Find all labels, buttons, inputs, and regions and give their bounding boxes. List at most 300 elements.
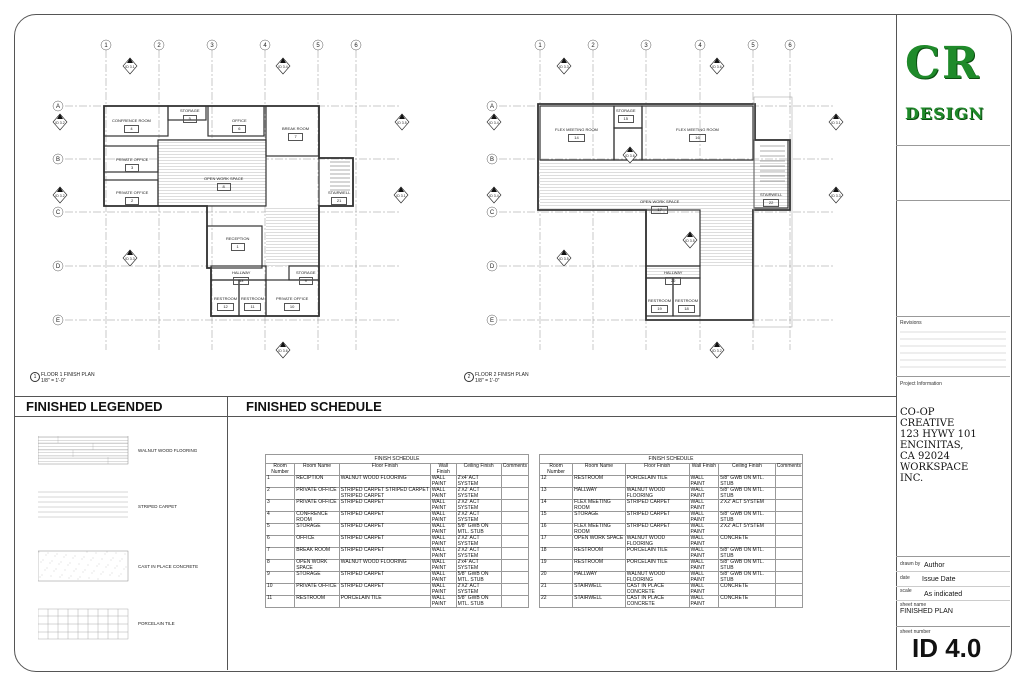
table-cell: 14 bbox=[540, 500, 573, 512]
table-cell bbox=[501, 584, 528, 596]
table-cell bbox=[501, 476, 528, 488]
schedule-title: FINISHED SCHEDULE bbox=[246, 399, 382, 414]
table-row bbox=[540, 596, 803, 608]
table-row bbox=[266, 512, 529, 524]
concrete-speck bbox=[106, 567, 107, 568]
grid-column-label: 3 bbox=[210, 43, 214, 49]
table-cell: CAST IN PLACE CONCRETE bbox=[625, 584, 689, 596]
room-number: 16 bbox=[689, 134, 705, 142]
legend-label-walnut: WALNUT WOOD FLOORING bbox=[138, 448, 198, 453]
table-cell bbox=[501, 536, 528, 548]
room-number: 13 bbox=[233, 277, 249, 285]
room-name: OFFICE bbox=[232, 118, 247, 123]
table-cell: STRIPED CARPET bbox=[339, 548, 430, 560]
concrete-speck bbox=[61, 562, 62, 563]
table-cell: WALNUT WOOD FLOORING bbox=[625, 572, 689, 584]
table-cell: STAIRWELL bbox=[573, 584, 626, 596]
table-cell: 2'X2' ACT SYSTEM bbox=[456, 536, 501, 548]
table-cell: WALL PAINT bbox=[430, 572, 456, 584]
plan-1-number: 1 bbox=[30, 372, 40, 382]
concrete-speck bbox=[116, 553, 117, 554]
table-cell: 5/8" GWB ON MTL. STUB bbox=[719, 572, 776, 584]
table-cell: STAIRWELL bbox=[573, 596, 626, 608]
table-cell bbox=[501, 596, 528, 608]
table-cell: STRIPED CARPET STRIPED CARPET STRIPED CARPET bbox=[340, 487, 429, 499]
table-cell: 5/8" GWB ON MTL. STUB bbox=[456, 572, 501, 584]
concrete-speck bbox=[115, 568, 116, 569]
table-cell: 2'X2' ACT SYSTEM bbox=[719, 500, 776, 512]
section-divider bbox=[14, 396, 896, 397]
table-header: Comments bbox=[775, 464, 802, 476]
grid-column-label: 6 bbox=[788, 43, 792, 49]
table-cell: 21 bbox=[540, 584, 573, 596]
table-cell: RESTROOM bbox=[573, 548, 626, 560]
table-cell bbox=[775, 500, 802, 512]
table-row bbox=[266, 572, 529, 584]
table-cell: 4 bbox=[266, 512, 295, 524]
concrete-speck bbox=[70, 563, 71, 564]
table-cell: WALL PAINT bbox=[430, 476, 456, 488]
floor-hatch bbox=[266, 206, 319, 266]
table-header: Wall Finish bbox=[689, 464, 719, 476]
grid-row-label: A bbox=[55, 104, 61, 110]
concrete-speck bbox=[57, 554, 58, 555]
grid-column-label: 4 bbox=[698, 43, 702, 49]
table-cell: FLEX MEETING ROOM bbox=[573, 500, 626, 512]
room-tag bbox=[555, 127, 598, 142]
table-cell bbox=[775, 512, 802, 524]
elevation-tag-label: ID 3.6 bbox=[278, 349, 288, 353]
table-cell: STRIPED CARPET bbox=[339, 572, 430, 584]
grid-column-label: 5 bbox=[751, 43, 755, 49]
room-name: FLEX MEETING ROOM bbox=[555, 127, 598, 132]
room-tag bbox=[616, 108, 636, 123]
table-cell: WALL PAINT bbox=[689, 548, 719, 560]
tb-line bbox=[896, 586, 1010, 587]
grid-column-label: 1 bbox=[538, 43, 542, 49]
room-number: 21 bbox=[331, 197, 347, 205]
concrete-speck bbox=[96, 553, 97, 554]
concrete-speck bbox=[85, 570, 86, 571]
table-cell: 5/8" GWB ON MTL. STUB bbox=[719, 560, 776, 572]
room-number: 8 bbox=[217, 183, 231, 191]
concrete-speck bbox=[65, 570, 66, 571]
table-cell: WALL PAINT bbox=[430, 524, 456, 536]
concrete-speck bbox=[50, 563, 51, 564]
room-tag bbox=[276, 296, 308, 311]
grid-column-label: 3 bbox=[644, 43, 648, 49]
sheet-number-label: sheet number bbox=[900, 629, 931, 635]
concrete-speck bbox=[124, 569, 125, 570]
table-cell: 3 bbox=[266, 500, 295, 512]
table-cell bbox=[501, 524, 528, 536]
grid-column-label: 6 bbox=[354, 43, 358, 49]
room-name: RESTROOM bbox=[648, 298, 672, 303]
design-logo: DESIGN bbox=[905, 104, 985, 123]
tb-line bbox=[896, 556, 1010, 557]
table-cell: PORCELAIN TILE bbox=[339, 596, 430, 608]
table-cell: PRIVATE OFFICE bbox=[295, 500, 340, 512]
table-cell: WALL PAINT bbox=[430, 584, 456, 596]
table-row bbox=[266, 584, 529, 596]
elevation-tag-label: ID 3.2 bbox=[712, 349, 722, 353]
room-number: 2 bbox=[125, 197, 139, 205]
drawn-by-label: drawn by bbox=[900, 561, 921, 567]
table-cell: HALLWAY bbox=[573, 488, 626, 500]
room-tag bbox=[232, 270, 250, 285]
table-cell: 2'X2' ACT SYSTEM bbox=[456, 548, 501, 560]
floor-hatch bbox=[700, 210, 753, 268]
table-cell: RESTROOM bbox=[295, 596, 340, 608]
concrete-speck bbox=[108, 565, 109, 566]
room-name: BREAK ROOM bbox=[282, 126, 310, 131]
table-cell: CONCRETE bbox=[719, 536, 776, 548]
tb-line bbox=[896, 376, 1010, 377]
table-cell: STORAGE bbox=[295, 572, 340, 584]
concrete-speck bbox=[97, 566, 98, 567]
table-cell: CONFRENCE ROOM bbox=[295, 512, 340, 524]
drawn-by-value: Author bbox=[924, 562, 945, 569]
table-cell bbox=[775, 536, 802, 548]
room-name: FLEX MEETING ROOM bbox=[676, 127, 719, 132]
table-cell: RESTROOM bbox=[573, 476, 626, 488]
revisions-label: Revisions bbox=[900, 320, 922, 326]
grid-column-label: 2 bbox=[591, 43, 595, 49]
concrete-speck bbox=[110, 575, 111, 576]
tb-line bbox=[896, 571, 1010, 572]
concrete-speck bbox=[43, 560, 44, 561]
grid-column-label: 2 bbox=[157, 43, 161, 49]
sheet-name-label: sheet name bbox=[900, 602, 927, 608]
date-value: Issue Date bbox=[922, 576, 956, 583]
concrete-speck bbox=[102, 559, 103, 560]
room-number: 7 bbox=[288, 133, 302, 141]
tb-line bbox=[896, 145, 1010, 146]
project-info-line: 123 HYWY 101 bbox=[900, 429, 977, 440]
room-name: PRIVATE OFFICE bbox=[116, 157, 149, 162]
table-cell: WALL PAINT bbox=[689, 572, 719, 584]
legend-title: FINISHED LEGENDED bbox=[26, 399, 163, 414]
table-header: Room Name bbox=[573, 464, 626, 476]
room-name: RESTROOM bbox=[675, 298, 699, 303]
concrete-speck bbox=[46, 555, 47, 556]
table-cell: PRIVATE OFFICE bbox=[295, 584, 340, 596]
tb-line bbox=[896, 600, 1010, 601]
table-cell: 5/8" GWB ON MTL. STUB bbox=[719, 476, 776, 488]
swatch-tile bbox=[38, 609, 128, 639]
room-number: 20 bbox=[665, 277, 681, 285]
table-cell: PORCELAIN TILE bbox=[625, 560, 689, 572]
table-cell: WALL PAINT bbox=[430, 596, 456, 608]
table-cell: 2'X2' ACT SYSTEM bbox=[719, 524, 776, 536]
table-cell: WALL PAINT bbox=[689, 512, 719, 524]
grid-row-label: C bbox=[489, 210, 495, 216]
table-cell: HALLWAY bbox=[573, 572, 626, 584]
table-cell: 13 bbox=[540, 488, 573, 500]
concrete-speck bbox=[52, 561, 53, 562]
table-header: Room Number bbox=[540, 464, 573, 476]
project-info-line: CREATIVE bbox=[900, 418, 955, 429]
table-cell: STORAGE bbox=[295, 524, 340, 536]
concrete-speck bbox=[73, 558, 74, 559]
concrete-speck bbox=[69, 578, 70, 579]
concrete-speck bbox=[98, 579, 99, 580]
elevation-tag-label: ID 3.6 bbox=[712, 65, 722, 69]
tb-line bbox=[896, 316, 1010, 317]
room-tag bbox=[112, 118, 151, 133]
table-cell: 2'x4' ACT SYSTEM bbox=[456, 560, 501, 572]
table-row bbox=[540, 524, 803, 536]
table-row bbox=[266, 524, 529, 536]
grid-row-label: C bbox=[55, 210, 61, 216]
project-info-line: ENCINITAS, bbox=[900, 440, 964, 451]
room-number: 22 bbox=[763, 199, 779, 207]
elevation-tag-label: ID 3.1 bbox=[396, 194, 406, 198]
room-number: 14 bbox=[568, 134, 584, 142]
room-tag bbox=[328, 190, 350, 205]
table-cell bbox=[501, 560, 528, 572]
table-header: Wall Finish bbox=[430, 464, 456, 476]
room-tag bbox=[204, 176, 243, 191]
room-number: 6 bbox=[232, 125, 246, 133]
table-caption: FINISH SCHEDULE bbox=[265, 454, 529, 463]
room-name: PRIVATE OFFICE bbox=[116, 190, 149, 195]
table-row bbox=[540, 488, 803, 500]
concrete-speck bbox=[84, 557, 85, 558]
room-name: OPEN WORK SPACE bbox=[640, 199, 680, 204]
room-number: 12 bbox=[217, 303, 233, 311]
elevation-tag-label: ID 3.5 bbox=[559, 257, 569, 261]
table-header: Floor Finish bbox=[625, 464, 689, 476]
concrete-speck bbox=[119, 576, 120, 577]
concrete-speck bbox=[101, 574, 102, 575]
table-cell: STRIPED CARPET bbox=[339, 512, 430, 524]
elevation-tag-label: ID 3.2 bbox=[55, 121, 65, 125]
room-number: 9 bbox=[299, 277, 313, 285]
table-cell bbox=[501, 512, 528, 524]
room-tag bbox=[241, 296, 264, 311]
plan-1-title: FLOOR 1 FINISH PLAN bbox=[41, 372, 95, 378]
table-cell: WALL PAINT bbox=[430, 488, 456, 500]
room-number: 15 bbox=[618, 115, 634, 123]
elevation-tag-label: ID 3.5 bbox=[685, 239, 695, 243]
concrete-speck bbox=[68, 565, 69, 566]
concrete-speck bbox=[41, 562, 42, 563]
concrete-speck bbox=[122, 559, 123, 560]
table-header: Comments bbox=[501, 464, 528, 476]
room-tag bbox=[226, 236, 249, 251]
concrete-speck bbox=[117, 566, 118, 567]
concrete-speck bbox=[111, 560, 112, 561]
grid-column-label: 5 bbox=[316, 43, 320, 49]
concrete-speck bbox=[121, 574, 122, 575]
concrete-speck bbox=[82, 559, 83, 560]
concrete-speck bbox=[89, 578, 90, 579]
room-number: 19 bbox=[651, 305, 667, 313]
scale-label: scale bbox=[900, 588, 912, 594]
table-cell bbox=[775, 596, 802, 608]
elevation-tag-label: ID 3.1 bbox=[125, 65, 135, 69]
scale-value: As indicated bbox=[924, 591, 963, 598]
table-caption: FINISH SCHEDULE bbox=[539, 454, 803, 463]
grid-row-label: E bbox=[55, 318, 61, 324]
concrete-speck bbox=[62, 575, 63, 576]
table-cell: 5/8" GWB ON MTL. STUB bbox=[456, 524, 501, 536]
table-row bbox=[266, 476, 529, 488]
plan-1-scale: 1/8" = 1'-0" bbox=[41, 378, 66, 384]
table-cell: 12 bbox=[540, 476, 573, 488]
room-name: STAIRWELL bbox=[760, 192, 783, 197]
elevation-tag-label: ID 3.1 bbox=[831, 121, 841, 125]
table-row bbox=[540, 560, 803, 572]
room-tag bbox=[760, 192, 782, 207]
room-name: STORAGE bbox=[616, 108, 636, 113]
table-cell: PORCELAIN TILE bbox=[625, 476, 689, 488]
concrete-speck bbox=[56, 569, 57, 570]
swatch-walnut bbox=[38, 436, 128, 464]
plan-2-title: FLOOR 2 FINISH PLAN bbox=[475, 372, 529, 378]
table-cell: 9 bbox=[266, 572, 295, 584]
table-cell: WALL PAINT bbox=[689, 500, 719, 512]
room-name: RESTROOM bbox=[241, 296, 265, 301]
room-name: OPEN WORK SPACE bbox=[204, 176, 244, 181]
grid-row-label: A bbox=[489, 104, 495, 110]
elevation-tag-label: ID 3.3 bbox=[831, 194, 841, 198]
room-number: 18 bbox=[678, 305, 694, 313]
table-cell: 2'X2' ACT SYSTEM bbox=[456, 512, 501, 524]
room-name: RECEPTION bbox=[226, 236, 250, 241]
table-cell: RECIPTION bbox=[295, 476, 340, 488]
project-info-line: CA 92024 bbox=[900, 451, 950, 462]
table-row bbox=[540, 536, 803, 548]
table-row bbox=[540, 500, 803, 512]
room-name: HALLWAY bbox=[664, 270, 683, 275]
sheet-name-value: FINISHED PLAN bbox=[900, 608, 953, 615]
elevation-tag-label: ID 3.4 bbox=[489, 194, 499, 198]
concrete-speck bbox=[99, 564, 100, 565]
table-cell: 2 bbox=[266, 488, 295, 500]
table-row bbox=[266, 536, 529, 548]
room-tag bbox=[676, 127, 719, 142]
concrete-speck bbox=[120, 561, 121, 562]
table-cell bbox=[775, 548, 802, 560]
table-cell: WALL PAINT bbox=[689, 536, 719, 548]
table-cell: WALL PAINT bbox=[689, 488, 719, 500]
room-number: 3 bbox=[125, 164, 139, 172]
concrete-speck bbox=[78, 579, 79, 580]
concrete-speck bbox=[92, 573, 93, 574]
table-row bbox=[266, 596, 529, 608]
table-cell bbox=[501, 500, 528, 512]
project-info-label: Project Information bbox=[900, 381, 942, 387]
elevation-tag-label: ID 3.2 bbox=[55, 194, 65, 198]
finish-schedule-table-right bbox=[539, 454, 803, 608]
table-cell: OFFICE bbox=[295, 536, 340, 548]
table-cell: 5/8" GWB ON MTL. STUB bbox=[719, 512, 776, 524]
table-cell: WALL PAINT bbox=[689, 524, 719, 536]
grid-column-label: 4 bbox=[263, 43, 267, 49]
concrete-speck bbox=[107, 552, 108, 553]
table-cell: 22 bbox=[540, 596, 573, 608]
room-name: RESTROOM bbox=[214, 296, 238, 301]
table-header: Room Number bbox=[266, 464, 295, 476]
table-row bbox=[266, 548, 529, 560]
concrete-speck bbox=[74, 571, 75, 572]
concrete-speck bbox=[113, 558, 114, 559]
table-cell: 5/8" GWB ON MTL. STUB bbox=[719, 488, 776, 500]
table-cell: STRIPED CARPET bbox=[625, 500, 689, 512]
table-cell: WALL PAINT bbox=[430, 500, 456, 512]
swatch-concrete bbox=[38, 551, 128, 581]
room-number: 10 bbox=[284, 303, 300, 311]
project-info-line: CO-OP bbox=[900, 407, 935, 418]
table-cell: 5/8" GWB ON MTL. STUB bbox=[719, 548, 776, 560]
table-header: Ceiling Finish bbox=[456, 464, 501, 476]
grid-row-label: B bbox=[489, 157, 495, 163]
room-tag bbox=[232, 118, 247, 133]
tb-line bbox=[896, 626, 1010, 627]
room-tag bbox=[116, 157, 148, 172]
concrete-speck bbox=[80, 577, 81, 578]
concrete-speck bbox=[39, 552, 40, 553]
concrete-speck bbox=[87, 552, 88, 553]
table-cell: STRIPED CARPET bbox=[625, 512, 689, 524]
concrete-speck bbox=[112, 573, 113, 574]
table-cell: 11 bbox=[266, 596, 295, 608]
table-cell: 1 bbox=[266, 476, 295, 488]
legend-label-concrete: CAST IN PLACE CONCRETE bbox=[138, 564, 199, 569]
elevation-tag-label: ID 3.3 bbox=[559, 65, 569, 69]
table-row bbox=[540, 584, 803, 596]
table-cell: 5/8" GWB ON MTL. STUB bbox=[456, 596, 501, 608]
room-name: STORAGE bbox=[180, 108, 200, 113]
table-cell: BREAK ROOM bbox=[295, 548, 340, 560]
column-divider bbox=[227, 396, 228, 670]
plan-2-scale: 1/8" = 1'-0" bbox=[475, 378, 500, 384]
table-cell: WALL PAINT bbox=[689, 596, 719, 608]
concrete-speck bbox=[40, 577, 41, 578]
table-cell: 19 bbox=[540, 560, 573, 572]
elevation-tag-label: ID 3.6 bbox=[625, 154, 635, 158]
project-info-line: INC. bbox=[900, 473, 924, 484]
grid-row-label: D bbox=[55, 264, 61, 270]
concrete-speck bbox=[91, 560, 92, 561]
room-number: 1 bbox=[231, 243, 245, 251]
room-number: 11 bbox=[244, 303, 260, 311]
table-cell: CONCRETE bbox=[719, 584, 776, 596]
grid-row-label: B bbox=[55, 157, 61, 163]
legend-swatches bbox=[38, 436, 130, 641]
table-cell: OPEN WORK SPACE bbox=[295, 560, 340, 572]
table-row bbox=[540, 476, 803, 488]
table-cell: WALL PAINT bbox=[430, 512, 456, 524]
table-cell: WALNUT WOOD FLOORING bbox=[625, 536, 689, 548]
room-number: 5 bbox=[183, 115, 197, 123]
table-row bbox=[266, 488, 529, 500]
room-tag bbox=[214, 296, 237, 311]
concrete-speck bbox=[75, 556, 76, 557]
table-cell: STRIPED CARPET bbox=[625, 524, 689, 536]
concrete-speck bbox=[105, 554, 106, 555]
concrete-speck bbox=[64, 557, 65, 558]
table-cell: STRIPED CARPET bbox=[339, 500, 430, 512]
concrete-speck bbox=[125, 554, 126, 555]
grid-column-label: 1 bbox=[104, 43, 108, 49]
table-cell: WALL PAINT bbox=[689, 476, 719, 488]
table-cell bbox=[501, 488, 528, 500]
room-name: STORAGE bbox=[296, 270, 316, 275]
table-cell: STORAGE bbox=[573, 512, 626, 524]
